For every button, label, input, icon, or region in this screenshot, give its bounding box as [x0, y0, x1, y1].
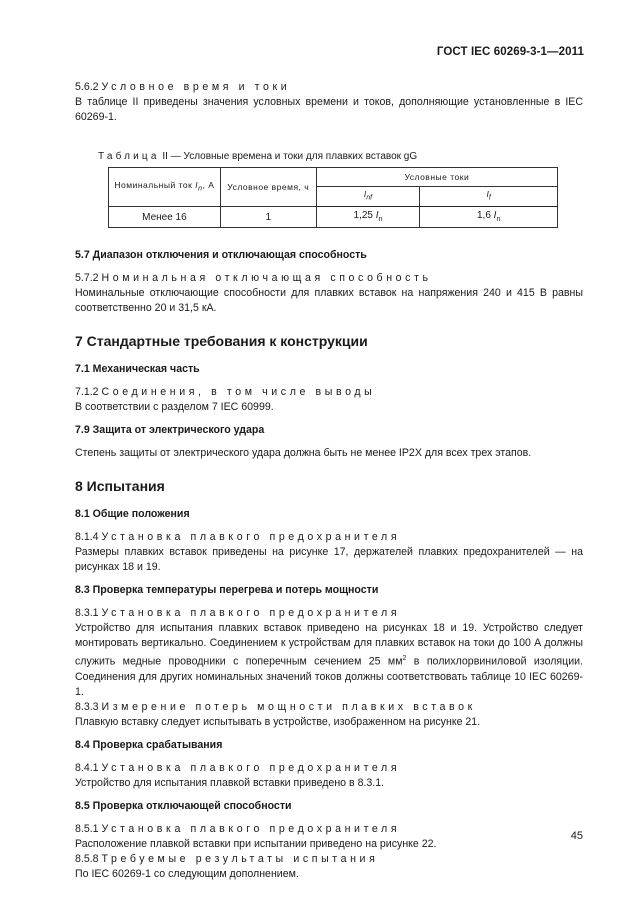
symbol: I [363, 189, 367, 200]
section-8-heading: 8 Испытания [75, 478, 165, 494]
clause-5-7-2-title [75, 271, 583, 286]
clause-title: Измерение потерь мощности плавких вставок [101, 700, 476, 713]
clause-number: 8.1.4 [75, 531, 99, 543]
clause-number: 5.7.2 [75, 272, 99, 284]
clause-8-5-1-text: Расположение плавкой вставки при испытании приведено на рисунке 22. [75, 837, 437, 850]
section-8-5-heading: 8.5 Проверка отключающей способности [75, 799, 292, 812]
clause-7-1-2-title [75, 385, 583, 400]
clause-8-5-8-text: По IEC 60269-1 со следующим дополнением. [75, 867, 299, 880]
clause-8-4-1-title [75, 761, 583, 776]
conventional-time-current-table [108, 167, 558, 228]
clause-title: Требуемые результаты испытания [101, 852, 379, 865]
col-head-rated-current-text: Номинальный ток [114, 179, 193, 190]
clause-7-1-2-text: В соответствии с разделом 7 IEC 60999. [75, 401, 274, 413]
clause-number: 8.3.1 [75, 607, 99, 619]
clause-8-3-3-text: Плавкую вставку следует испытывать в устройстве, изображенном на рисунке 21. [75, 715, 481, 728]
cell-if [420, 207, 558, 228]
section-8-3-heading: 8.3 Проверка температуры перегрева и потерь мощности [75, 584, 379, 596]
clause-title: Номинальная отключающая способность [101, 272, 432, 284]
clause-5-6-2-text: В таблице II приведены значения условных времени и токов, дополняющие установленные в IEC 60269-1. [75, 96, 583, 123]
symbol: I [486, 189, 489, 200]
cell-inf [316, 207, 420, 228]
col-head-conventional-time: Условное время, ч [220, 168, 316, 207]
clause-8-3-3-title [75, 700, 583, 715]
clause-number: 7.1.2 [75, 386, 99, 398]
subscript: n [496, 215, 501, 223]
col-head-conventional-currents: Условные токи [316, 168, 557, 187]
table-caption-prefix: Таблица [98, 151, 160, 162]
document-header: ГОСТ IEC 60269-3-1—2011 [436, 46, 584, 58]
clause-title: Установка плавкого предохранителя [101, 531, 401, 543]
value: 1,6 [476, 209, 491, 221]
subscript: f [488, 194, 491, 202]
table-caption [98, 151, 583, 163]
clause-title: Соединения, в том числе выводы [101, 386, 376, 398]
table-caption-text: II — Условные времена и токи для плавких вставок gG [162, 151, 418, 162]
subscript: n [198, 185, 203, 193]
value: 1,25 [353, 209, 373, 221]
clause-8-4-1-text: Устройство для испытания плавкой вставки приведено в 8.3.1. [75, 776, 385, 789]
symbol: I [493, 209, 497, 221]
subscript: n [378, 215, 383, 223]
clause-8-1-4-title [75, 530, 583, 545]
clause-5-6-2-title [75, 80, 583, 95]
clause-number: 8.4.1 [75, 761, 99, 774]
section-7-9-heading: 7.9 Защита от электрического удара [75, 424, 265, 436]
col-head-inf [316, 187, 420, 207]
clause-title: Условное время и токи [101, 81, 291, 93]
clause-number: 8.5.1 [75, 822, 99, 835]
clause-8-3-1-text-b: в полихлорвиниловой изоляции. Соединения для других номинальных значений токов должны соответствовать таблице 10 IEC 60269-1. [75, 655, 583, 698]
cell-rated-current: Менее 16 [109, 207, 221, 228]
page-content [75, 80, 583, 882]
clause-title: Установка плавкого предохранителя [101, 761, 401, 774]
table-row [109, 207, 558, 228]
clause-8-3-1-text-a: Устройство для испытания плавких вставок приведено на рисунках 18 и 19. Устройство следует монтировать вертикально. Соединением к устройствам для плавких вставок на токи до 100 А должны служить медные проводники с поперечным сечением 25 мм [75, 622, 583, 668]
clause-5-7-2-text: Номинальные отключающие способности для плавких вставок на напряжения 240 и 415 В равны соответственно 20 и 31,5 кА. [75, 287, 583, 314]
section-8-1-heading: 8.1 Общие положения [75, 508, 190, 520]
section-7-heading: 7 Стандартные требования к конструкции [75, 333, 368, 349]
unit: , А [202, 179, 215, 190]
section-5-7-heading: 5.7 Диапазон отключения и отключающая способность [75, 249, 367, 261]
page-number: 45 [570, 830, 583, 842]
symbol: I [195, 179, 199, 190]
clause-number: 8.3.3 [75, 700, 99, 713]
section-7-1-heading: 7.1 Механическая часть [75, 363, 200, 375]
clause-8-5-1-title [75, 822, 583, 837]
clause-8-3-1-text [75, 621, 583, 700]
clause-8-5-8-title [75, 852, 583, 867]
col-head-rated-current [109, 168, 221, 207]
subscript: nf [366, 194, 373, 202]
clause-number: 5.6.2 [75, 81, 99, 93]
clause-7-9-text: Степень защиты от электрического удара должна быть не менее IP2X для всех трех этапов. [75, 447, 532, 459]
section-8-4-heading: 8.4 Проверка срабатывания [75, 738, 223, 751]
clause-title: Установка плавкого предохранителя [101, 822, 401, 835]
clause-number: 8.5.8 [75, 852, 99, 865]
superscript: 2 [402, 655, 407, 662]
col-head-if [420, 187, 558, 207]
cell-conventional-time: 1 [220, 207, 316, 228]
symbol: I [375, 209, 379, 221]
clause-8-1-4-text: Размеры плавких вставок приведены на рисунке 17, держателей плавких предохранителей — на рисунках 18 и 19. [75, 546, 583, 573]
clause-title: Установка плавкого предохранителя [101, 607, 401, 619]
clause-8-3-1-title [75, 606, 583, 621]
